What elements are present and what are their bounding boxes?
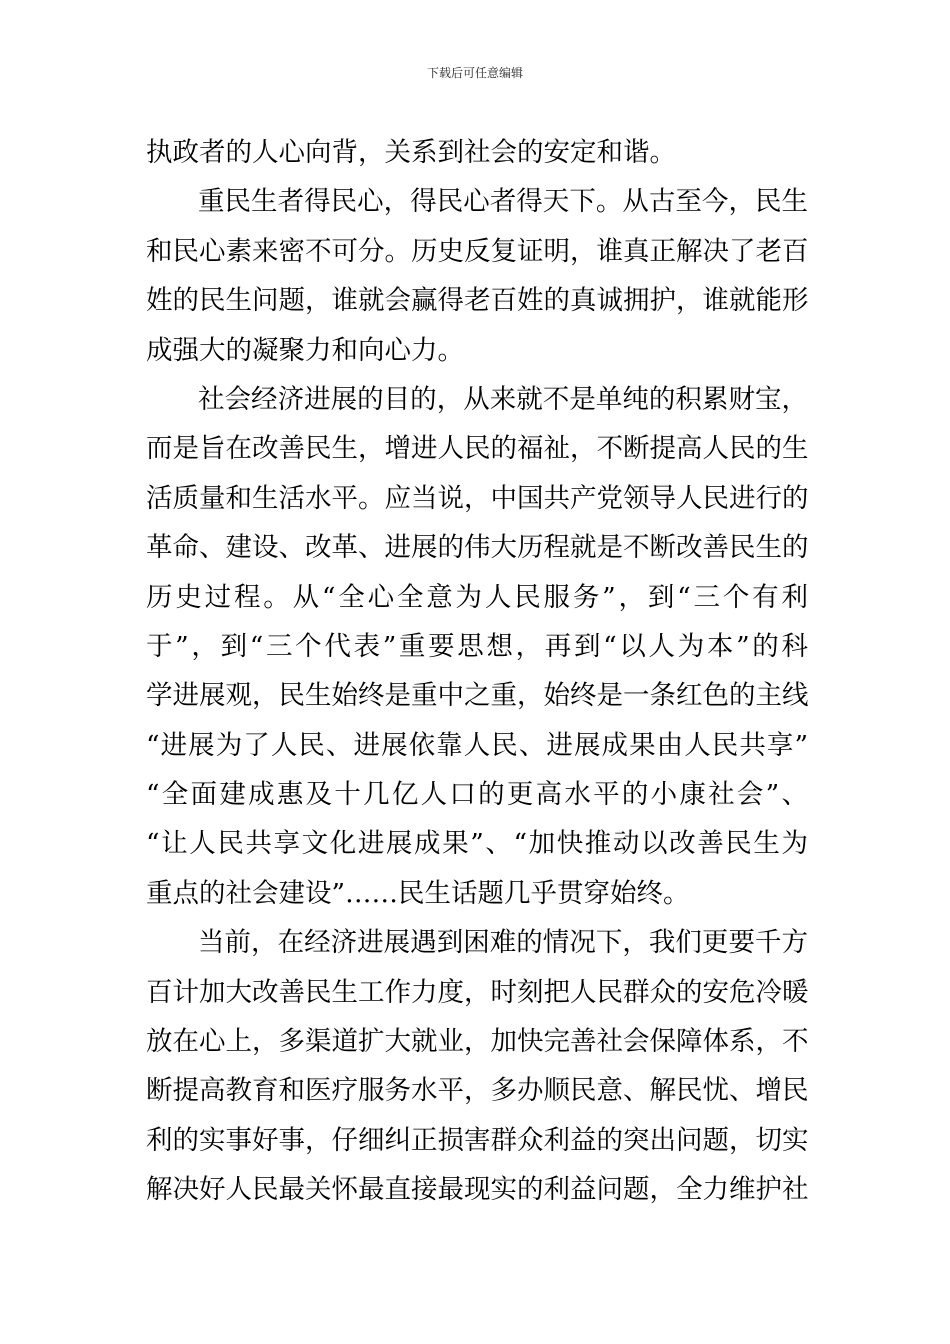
text-line: 放在心上，多渠道扩大就业，加快完善社会保障体系，不 xyxy=(146,1026,809,1058)
text-line: 解决好人民最关怀最直接最现实的利益问题，全力维护社 xyxy=(146,1174,809,1206)
text-line: 当前，在经济进展遇到困难的情况下，我们更要千方 xyxy=(198,927,808,959)
text-line: 姓的民生问题，谁就会赢得老百姓的真诚拥护，谁就能形 xyxy=(146,285,809,317)
page-header: 下载后可任意编辑 xyxy=(426,66,523,80)
text-line: “进展为了人民、进展依靠人民、进展成果由人民共享” xyxy=(146,729,808,761)
text-line: 而是旨在改善民生，增进人民的福祉，不断提高人民的生 xyxy=(146,433,809,465)
text-line: 于”，到“三个代表”重要思想，再到“以人为本”的科 xyxy=(146,630,808,662)
body-text xyxy=(146,128,808,1215)
text-line: 百计加大改善民生工作力度，时刻把人民群众的安危冷暖 xyxy=(146,976,809,1008)
text-line: 历史过程。从“全心全意为人民服务”，到“三个有利 xyxy=(146,581,808,613)
text-line: 断提高教育和医疗服务水平，多办顺民意、解民忧、增民 xyxy=(146,1075,809,1107)
text-line: “让人民共享文化进展成果”、“加快推动以改善民生为 xyxy=(146,828,808,860)
text-line: “全面建成惠及十几亿人口的更高水平的小康社会”、 xyxy=(146,779,808,811)
text-line: 成强大的凝聚力和向心力。 xyxy=(146,334,464,366)
text-line: 利的实事好事，仔细纠正损害群众利益的突出问题，切实 xyxy=(146,1124,809,1156)
text-line: 执政者的人心向背，关系到社会的安定和谐。 xyxy=(146,137,676,168)
text-line: 重民生者得民心，得民心者得天下。从古至今，民生 xyxy=(198,186,808,218)
text-line: 活质量和生活水平。应当说，中国共产党领导人民进行的 xyxy=(146,482,809,514)
text-line: 重点的社会建设”……民生话题几乎贯穿始终。 xyxy=(146,877,690,909)
text-line: 社会经济进展的目的，从来就不是单纯的积累财宝， xyxy=(198,383,808,415)
text-line: 和民心素来密不可分。历史反复证明，谁真正解决了老百 xyxy=(146,235,809,267)
text-line: 革命、建设、改革、进展的伟大历程就是不断改善民生的 xyxy=(146,532,809,564)
text-line: 学进展观，民生始终是重中之重，始终是一条红色的主线 xyxy=(146,680,809,712)
